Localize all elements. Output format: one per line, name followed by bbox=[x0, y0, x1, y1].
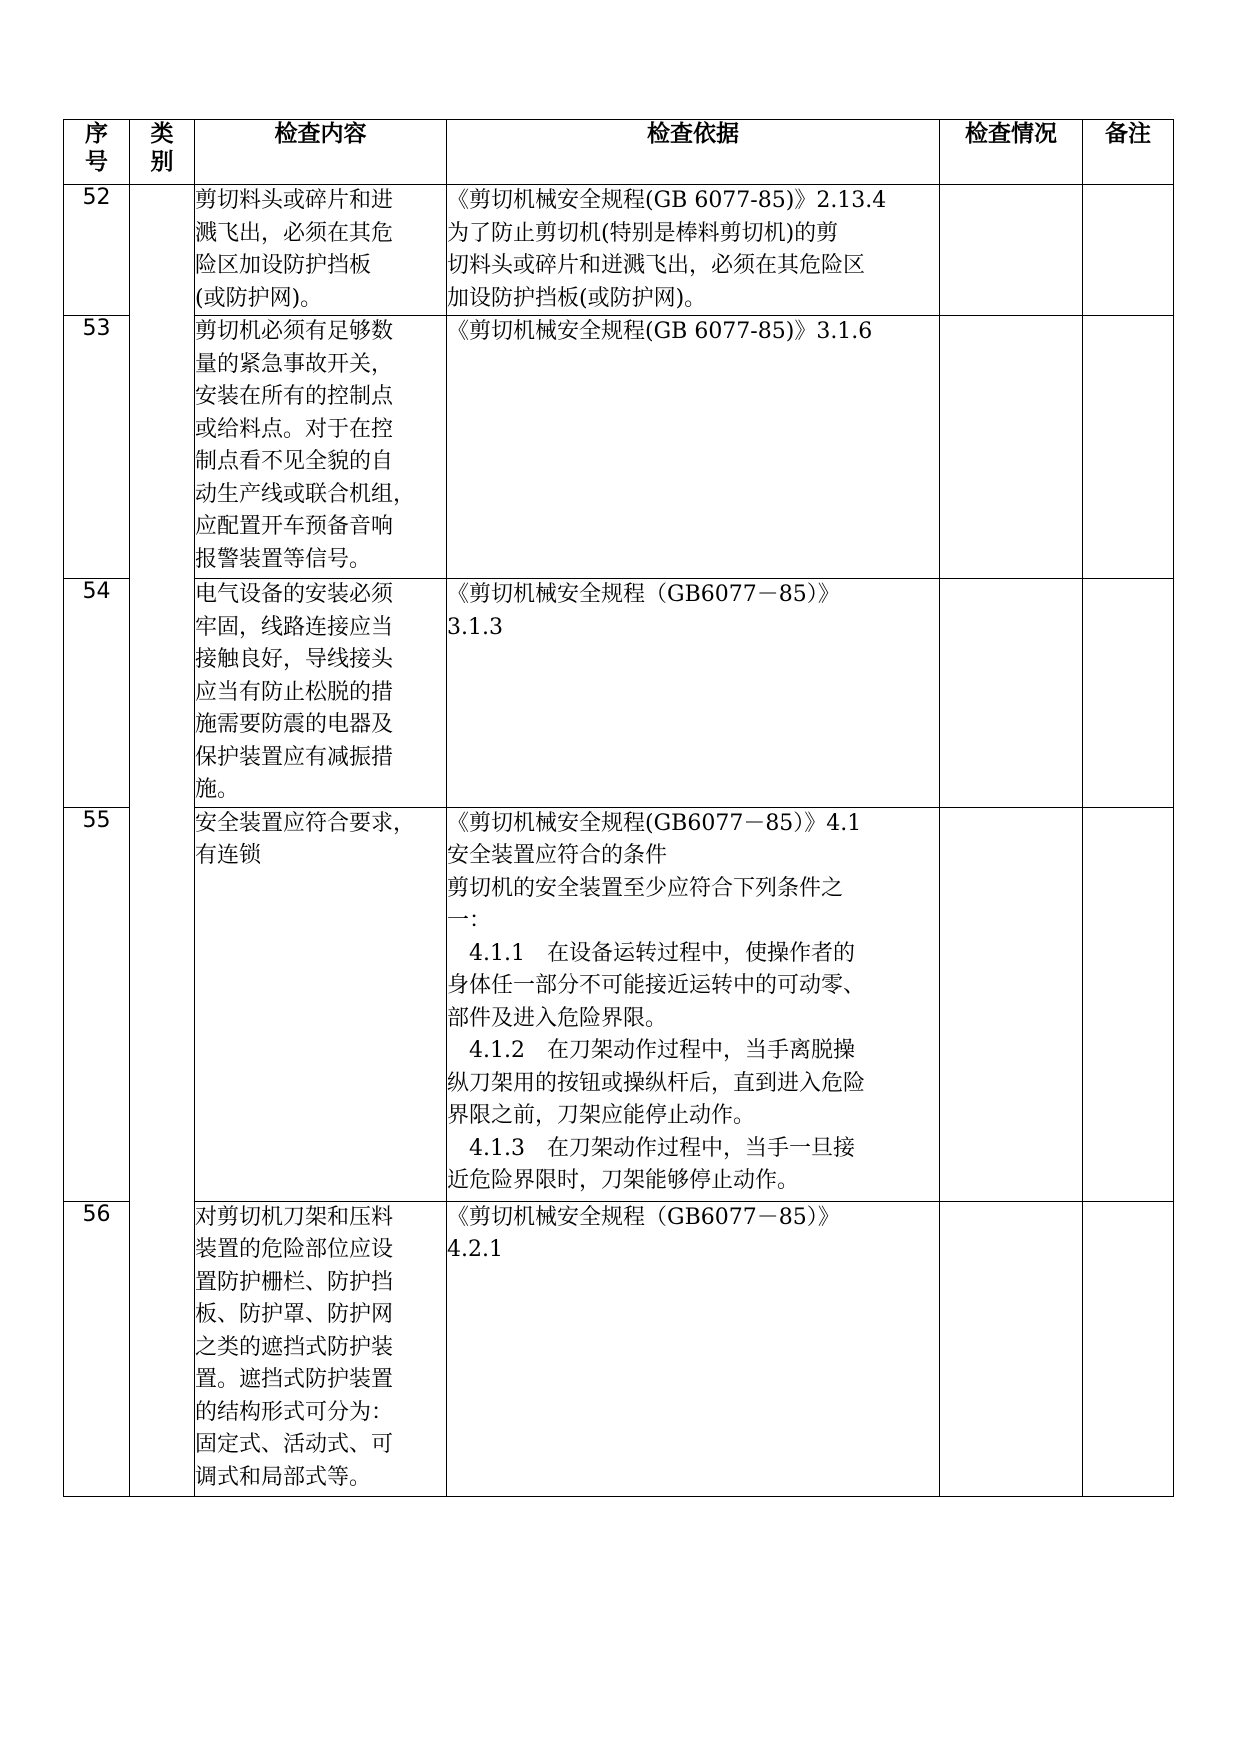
check-basis bbox=[447, 1201, 940, 1496]
basis-line: 近危险界限时，刀架能够停止动作。 bbox=[447, 1168, 800, 1193]
content-line: 或给料点。对于在控 bbox=[195, 416, 394, 442]
basis-line: 剪切机的安全装置至少应符合下列条件之 bbox=[447, 875, 844, 901]
content-line: 的结构形式可分为： bbox=[195, 1399, 394, 1425]
content-line: 动生产线或联合机组， bbox=[195, 481, 416, 507]
content-line: 应配置开车预备音响 bbox=[195, 514, 394, 539]
basis-line: 《剪切机械安全规程(GB 6077-85)》3.1.6 bbox=[447, 319, 873, 344]
basis-line: 4.1.3 在刀架动作过程中，当手一旦接 bbox=[469, 1135, 855, 1161]
header-remark: 备注 bbox=[1083, 120, 1174, 185]
basis-line: 《剪切机械安全规程(GB6077－85）》4.1 bbox=[447, 810, 862, 836]
header-cat-line1: 类 bbox=[150, 121, 174, 147]
table-row bbox=[64, 807, 1174, 1201]
header-basis: 检查依据 bbox=[447, 120, 940, 185]
content-line: 溅飞出，必须在其危 bbox=[195, 220, 394, 246]
basis-line: 《剪切机械安全规程(GB 6077-85)》2.13.4 bbox=[447, 188, 887, 213]
status-cell[interactable] bbox=[940, 1201, 1083, 1496]
table-row bbox=[64, 1201, 1174, 1496]
row-number: 53 bbox=[64, 316, 130, 579]
content-line: 调式和局部式等。 bbox=[195, 1464, 372, 1490]
row-number: 55 bbox=[64, 807, 130, 1201]
basis-line: 一： bbox=[447, 908, 492, 933]
content-line: 置。遮挡式防护装置 bbox=[195, 1367, 394, 1392]
category-cell bbox=[130, 185, 195, 1497]
content-line: 安全装置应符合要求， bbox=[195, 810, 416, 836]
status-cell[interactable] bbox=[940, 579, 1083, 808]
content-line: 之类的遮挡式防护装 bbox=[195, 1334, 394, 1360]
basis-line: 加设防护挡板(或防护网)。 bbox=[447, 285, 707, 311]
basis-line: 《剪切机械安全规程（GB6077－85）》 bbox=[447, 582, 840, 607]
check-content bbox=[195, 1201, 447, 1496]
status-cell[interactable] bbox=[940, 316, 1083, 579]
basis-line: 身体任一部分不可能接近运转中的可动零、 bbox=[447, 973, 866, 998]
header-content: 检查内容 bbox=[195, 120, 447, 185]
table-row bbox=[64, 579, 1174, 808]
row-number: 54 bbox=[64, 579, 130, 808]
header-seq bbox=[64, 120, 130, 185]
basis-line: 纵刀架用的按钮或操纵杆后，直到进入危险 bbox=[447, 1070, 866, 1096]
basis-line: 4.1.1 在设备运转过程中，使操作者的 bbox=[469, 940, 855, 966]
remark-cell[interactable] bbox=[1083, 316, 1174, 579]
table-row bbox=[64, 316, 1174, 579]
content-line: 险区加设防护挡板 bbox=[195, 253, 372, 278]
basis-line: 切料头或碎片和迸溅飞出，必须在其危险区 bbox=[447, 253, 866, 278]
check-content bbox=[195, 807, 447, 1201]
basis-line: 部件及进入危险界限。 bbox=[447, 1005, 668, 1031]
basis-line: 4.1.2 在刀架动作过程中，当手离脱操 bbox=[469, 1038, 855, 1063]
basis-line: 安全装置应符合的条件 bbox=[447, 843, 668, 868]
header-seq-line2: 号 bbox=[85, 149, 108, 175]
check-basis bbox=[447, 316, 940, 579]
inspection-table bbox=[63, 119, 1174, 1497]
row-number: 52 bbox=[64, 185, 130, 316]
check-basis bbox=[447, 807, 940, 1201]
content-line: 安装在所有的控制点 bbox=[195, 384, 394, 409]
content-line: 剪切料头或碎片和进 bbox=[195, 188, 394, 213]
content-line: 装置的危险部位应设 bbox=[195, 1237, 394, 1262]
check-content bbox=[195, 316, 447, 579]
remark-cell[interactable] bbox=[1083, 1201, 1174, 1496]
content-line: 量的紧急事故开关， bbox=[195, 351, 394, 377]
row-number: 56 bbox=[64, 1201, 130, 1496]
status-cell[interactable] bbox=[940, 807, 1083, 1201]
content-line: 报警装置等信号。 bbox=[195, 546, 372, 572]
check-basis bbox=[447, 185, 940, 316]
remark-cell[interactable] bbox=[1083, 579, 1174, 808]
content-line: 应当有防止松脱的措 bbox=[195, 679, 394, 705]
basis-line: 3.1.3 bbox=[447, 614, 503, 640]
header-row bbox=[64, 120, 1174, 185]
check-basis bbox=[447, 579, 940, 808]
content-line: 牢固，线路连接应当 bbox=[195, 614, 394, 640]
status-cell[interactable] bbox=[940, 185, 1083, 316]
content-line: 固定式、活动式、可 bbox=[195, 1432, 394, 1457]
content-line: 板、防护罩、防护网 bbox=[195, 1302, 394, 1327]
content-line: 施需要防震的电器及 bbox=[195, 712, 394, 737]
check-content bbox=[195, 185, 447, 316]
content-line: 接触良好，导线接头 bbox=[195, 647, 394, 672]
content-line: 剪切机必须有足够数 bbox=[195, 319, 394, 344]
header-category bbox=[130, 120, 195, 185]
content-line: 施。 bbox=[195, 777, 240, 802]
content-line: 有连锁 bbox=[195, 843, 262, 868]
content-line: 置防护栅栏、防护挡 bbox=[195, 1269, 394, 1295]
table-row bbox=[64, 185, 1174, 316]
basis-line: 界限之前，刀架应能停止动作。 bbox=[447, 1103, 756, 1128]
basis-line: 4.2.1 bbox=[447, 1237, 503, 1262]
remark-cell[interactable] bbox=[1083, 807, 1174, 1201]
remark-cell[interactable] bbox=[1083, 185, 1174, 316]
content-line: 对剪切机刀架和压料 bbox=[195, 1204, 394, 1230]
check-content bbox=[195, 579, 447, 808]
header-cat-line2: 别 bbox=[150, 149, 174, 175]
content-line: 制点看不见全貌的自 bbox=[195, 449, 394, 474]
header-seq-line1: 序 bbox=[85, 121, 108, 147]
content-line: (或防护网)。 bbox=[195, 285, 323, 311]
basis-line: 《剪切机械安全规程（GB6077－85）》 bbox=[447, 1204, 840, 1230]
basis-line: 为了防止剪切机(特别是棒料剪切机)的剪 bbox=[447, 220, 839, 246]
content-line: 保护装置应有减振措 bbox=[195, 744, 394, 770]
content-line: 电气设备的安装必须 bbox=[195, 582, 394, 607]
header-status: 检查情况 bbox=[940, 120, 1083, 185]
